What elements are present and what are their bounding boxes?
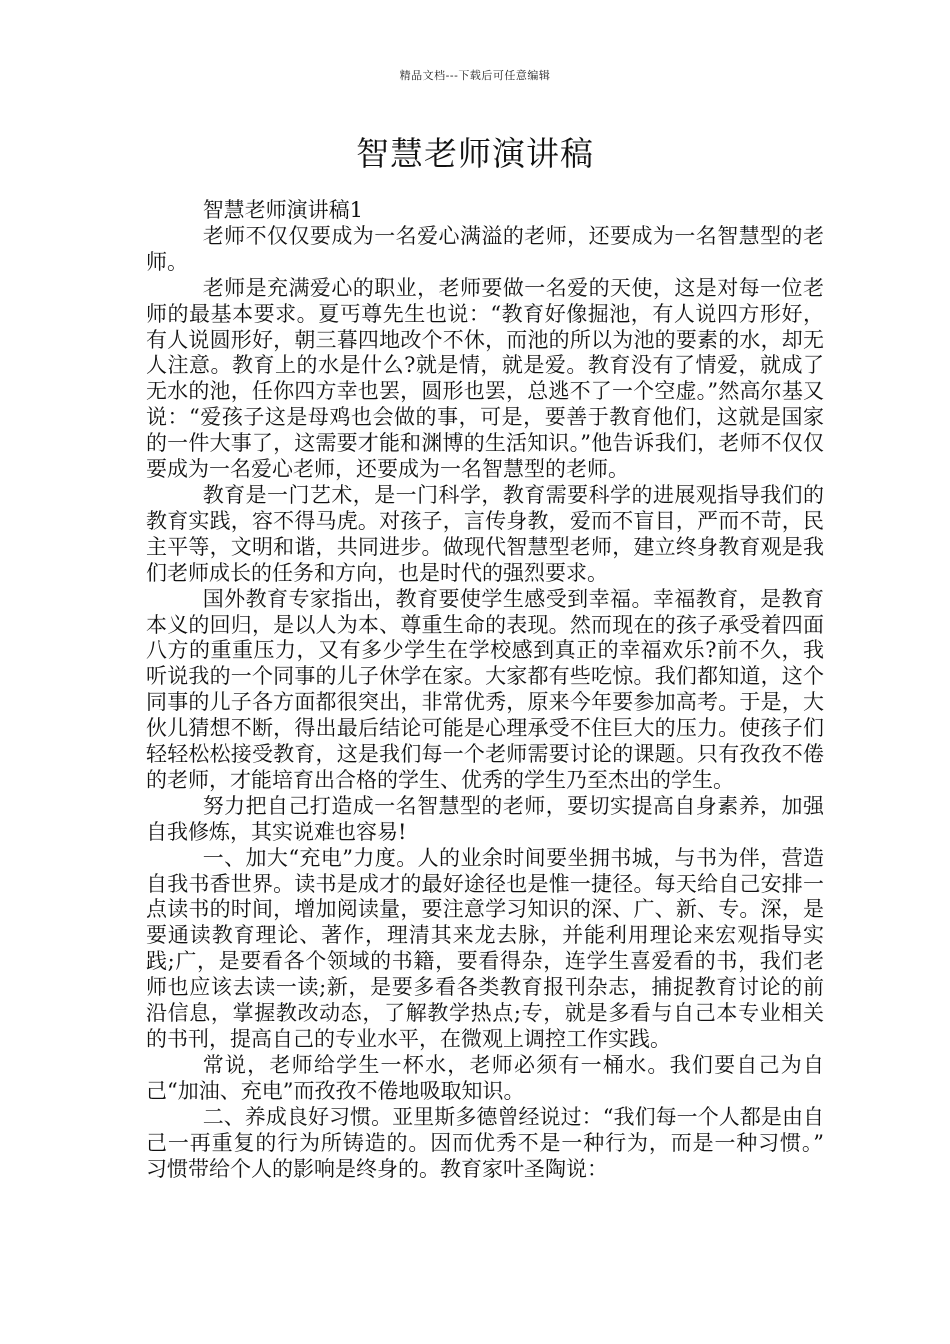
- paragraph-subtitle: 智慧老师演讲稿1: [202, 198, 364, 222]
- paragraph: 老师是充满爱心的职业，老师要做一名爱的天使，这是对每一位老师的最基本要求。夏丐尊先生也说：“教育好像掘池，有人说四方形好，有人说圆形好，朝三暮四地改个不休，而池的所以为池的要素的水，却无人注意。教育上的水是什么?就是情，就是爱。教育没有了情爱，就成了无水的池，任你四方幸也罢，圆形也罢，总逃不了一个空虚。”然高尔基又说：“爱孩子这是母鸡也会做的事，可是，要善于教育他们，这就是国家的一件大事了，这需要才能和渊博的生活知识。”他告诉我们，老师不仅仅要成为一名爱心老师，还要成为一名智慧型的老师。: [146, 275, 824, 482]
- document-body: [146, 198, 824, 1182]
- page-header-note: 精品文档---下载后可任意编辑: [399, 69, 551, 82]
- document-title: 智慧老师演讲稿: [356, 134, 594, 173]
- paragraph: 常说，老师给学生一杯水，老师必须有一桶水。我们要自己为自己“加油、充电”而孜孜不倦地吸取知识。: [146, 1052, 824, 1103]
- paragraph: 国外教育专家指出，教育要使学生感受到幸福。幸福教育，是教育本义的回归，是以人为本、尊重生命的表现。然而现在的孩子承受着四面八方的重重压力，又有多少学生在学校感到真正的幸福欢乐?前不久，我听说我的一个同事的儿子休学在家。大家都有些吃惊。我们都知道，这个同事的儿子各方面都很突出，非常优秀，原来今年要参加高考。于是，大伙儿猜想不断，得出最后结论可能是心理承受不住巨大的压力。使孩子们轻轻松松接受教育，这是我们每一个老师需要讨论的课题。只有孜孜不倦的老师，才能培育出合格的学生、优秀的学生乃至杰出的学生。: [146, 586, 824, 792]
- paragraph: 二、养成良好习惯。亚里斯多德曾经说过：“我们每一个人都是由自己一再重复的行为所铸造的。因而优秀不是一种行为，而是一种习惯。” 习惯带给个人的影响是终身的。教育家叶圣陶说：: [146, 1104, 824, 1181]
- paragraph: 教育是一门艺术，是一门科学，教育需要科学的进展观指导我们的教育实践，容不得马虎。对孩子，言传身教，爱而不盲目，严而不苛，民主平等，文明和谐，共同进步。做现代智慧型老师，建立终身教育观是我们老师成长的任务和方向，也是时代的强烈要求。: [146, 482, 824, 585]
- paragraph: 一、加大“充电”力度。人的业余时间要坐拥书城，与书为伴，营造自我书香世界。读书是成才的最好途径也是惟一捷径。每天给自己安排一点读书的时间，增加阅读量，要注意学习知识的深、广、新、专。深，是要通读教育理论、著作，理清其来龙去脉，并能利用理论来宏观指导实践;广，是要看各个领域的书籍，要看得杂，连学生喜爱看的书，我们老师也应该去读一读;新，是要多看各类教育报刊杂志，捕捉教育讨论的前沿信息，掌握教改动态，了解教学热点;专，就是多看与自己本专业相关的书刊，提高自己的专业水平，在微观上调控工作实践。: [146, 845, 824, 1051]
- paragraph: 努力把自己打造成一名智慧型的老师，要切实提高自身素养，加强自我修炼，其实说难也容易!: [146, 793, 824, 844]
- paragraph: 老师不仅仅要成为一名爱心满溢的老师，还要成为一名智慧型的老师。: [146, 223, 824, 274]
